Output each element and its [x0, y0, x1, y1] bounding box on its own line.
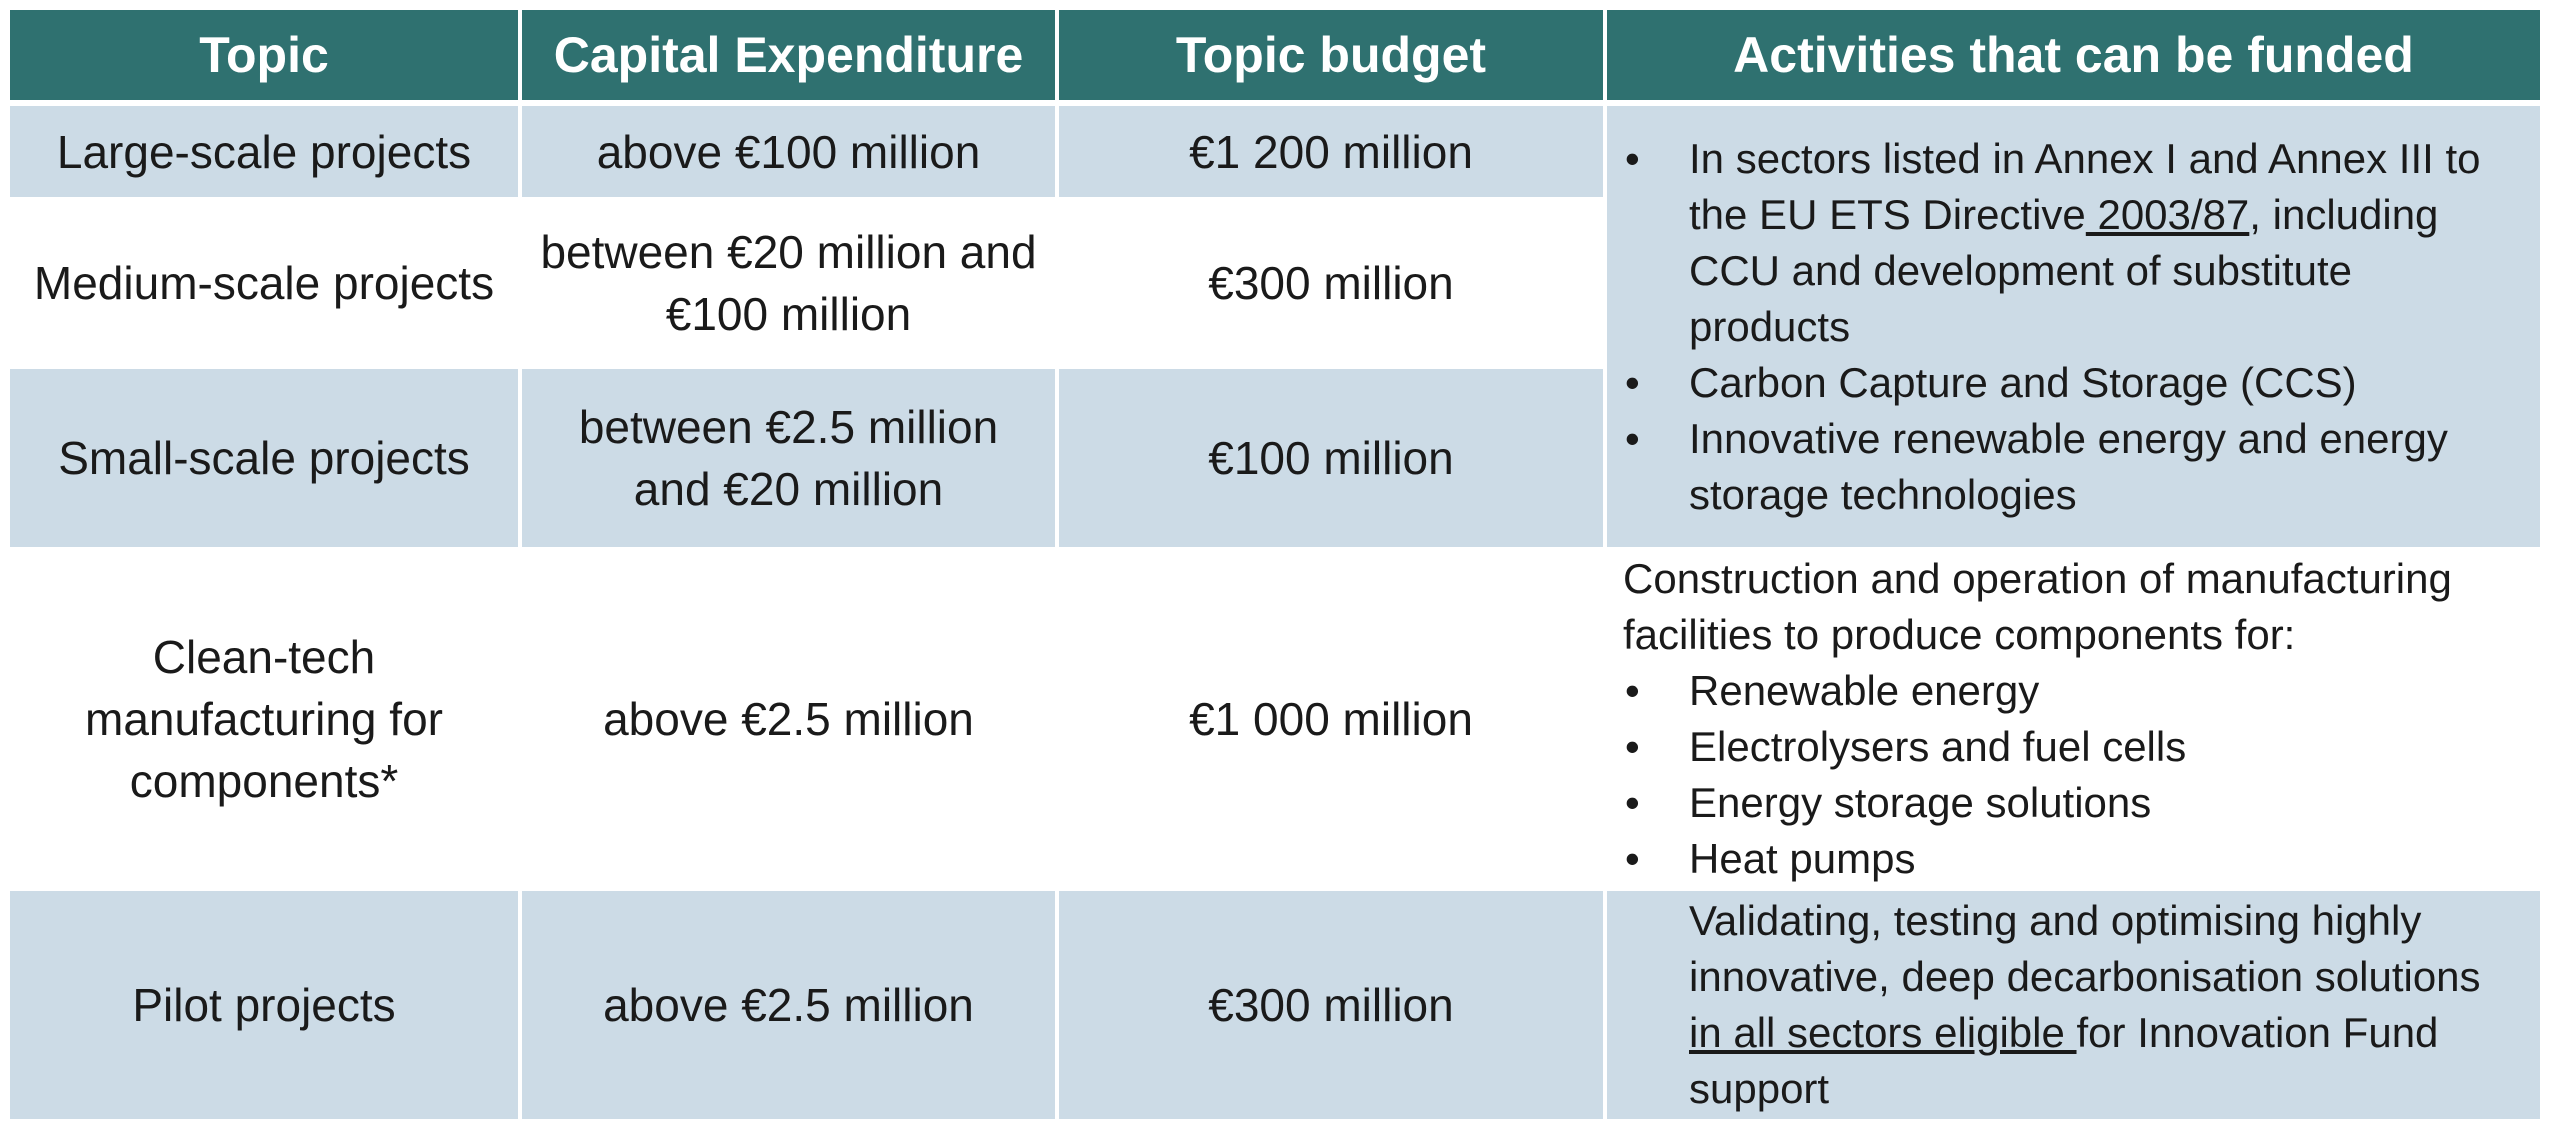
table-row	[10, 549, 2540, 889]
list-item: • Renewable energy	[1623, 663, 2522, 719]
table-row	[10, 889, 2540, 1119]
funding-table	[10, 10, 2540, 1119]
table-header-row	[10, 10, 2540, 103]
innovation-fund-table	[10, 10, 2540, 1119]
budget-cell: €1 000 million	[1057, 549, 1605, 889]
activities-cell-scale-projects	[1605, 103, 2540, 549]
topic-cell: Medium-scale projects	[10, 199, 520, 367]
capex-cell: above €2.5 million	[520, 549, 1057, 889]
activities-cell-clean-tech	[1605, 549, 2540, 889]
header-budget: Topic budget	[1057, 10, 1605, 103]
topic-cell: Pilot projects	[10, 889, 520, 1119]
topic-cell: Large-scale projects	[10, 103, 520, 199]
topic-cell: Clean-tech manufacturing for components*	[10, 549, 520, 889]
budget-cell: €100 million	[1057, 367, 1605, 549]
eligible-sectors-link[interactable]: in all sectors eligible	[1689, 1009, 2077, 1056]
activity-text: In sectors listed in Annex I and Annex III to the EU ETS Directive	[1689, 134, 2481, 238]
activities-cell-pilot	[1605, 889, 2540, 1119]
header-activities: Activities that can be funded	[1605, 10, 2540, 103]
list-item: • Heat pumps	[1623, 831, 2522, 887]
directive-link[interactable]: 2003/87	[2085, 190, 2250, 238]
capex-cell: above €100 million	[520, 103, 1057, 199]
list-item: • Carbon Capture and Storage (CCS)	[1623, 355, 2522, 411]
header-capex: Capital Expenditure	[520, 10, 1057, 103]
table-row	[10, 103, 2540, 199]
activities-intro: Construction and operation of manufacturing facilities to produce components for:	[1623, 555, 2452, 658]
activity-text: Validating, testing and optimising highly innovative, deep decarbonisation solutions	[1689, 897, 2481, 1000]
list-item	[1623, 131, 2522, 355]
activities-list	[1623, 663, 2522, 887]
list-item: • Innovative renewable energy and energy storage technologies	[1623, 411, 2522, 523]
list-item: • Electrolysers and fuel cells	[1623, 719, 2522, 775]
activities-text	[1623, 893, 2522, 1117]
budget-cell: €1 200 million	[1057, 103, 1605, 199]
capex-cell: between €20 million and €100 million	[520, 199, 1057, 367]
capex-cell: between €2.5 million and €20 million	[520, 367, 1057, 549]
activity-text: , including CCU and development of substitute products	[1689, 190, 2439, 350]
list-item: • Energy storage solutions	[1623, 775, 2522, 831]
activity-text: for Innovation Fund support	[1689, 1009, 2439, 1112]
budget-cell: €300 million	[1057, 889, 1605, 1119]
capex-cell: above €2.5 million	[520, 889, 1057, 1119]
budget-cell: €300 million	[1057, 199, 1605, 367]
header-topic: Topic	[10, 10, 520, 103]
activities-list	[1623, 131, 2522, 523]
topic-cell: Small-scale projects	[10, 367, 520, 549]
